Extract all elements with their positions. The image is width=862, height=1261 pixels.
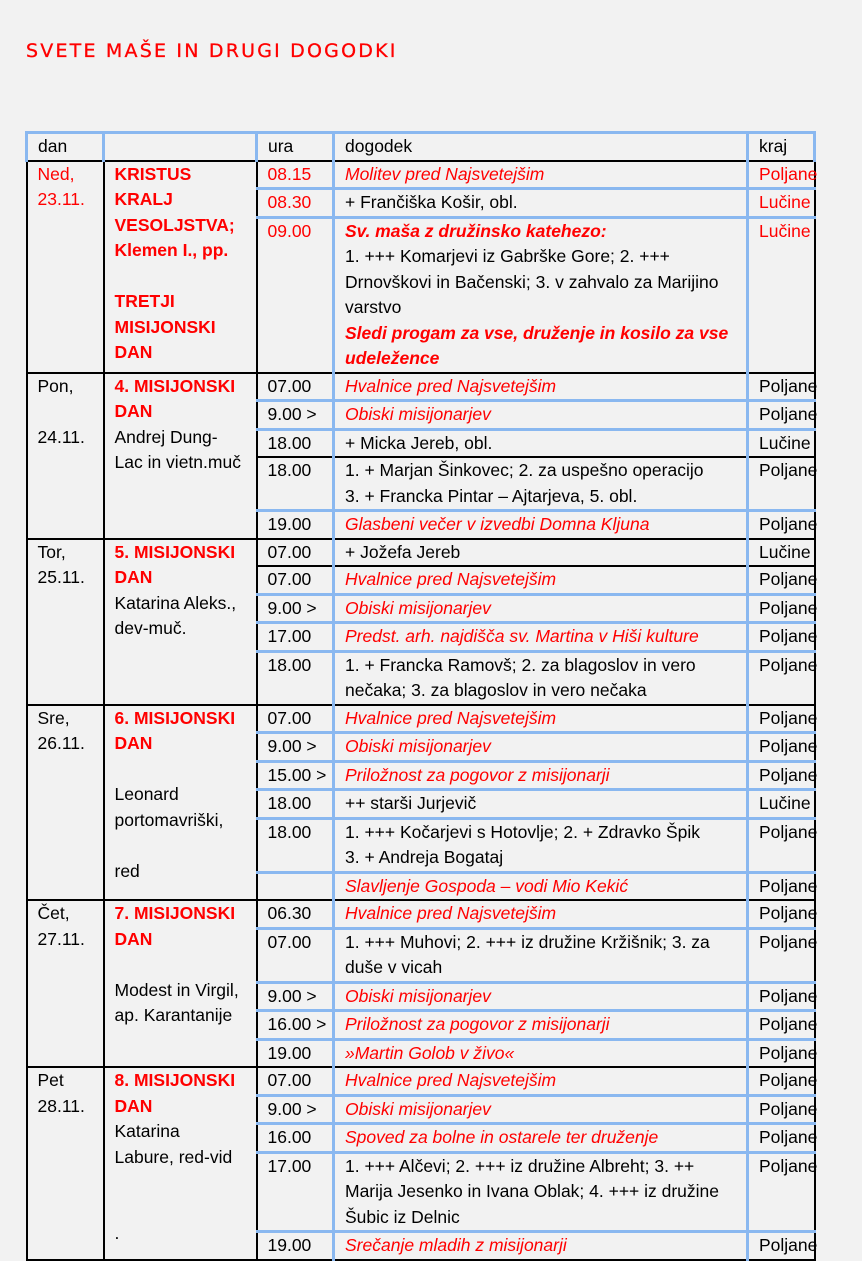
header-ura: ura [257,133,334,161]
feast-line [115,757,256,783]
event-line: 1. + Francka Ramovš; 2. za blagoslov in vero [345,654,696,675]
table-row [27,1067,815,1095]
place-cell: Poljane [748,1152,815,1232]
event-line: Hvalnice pred Najsvetejšim [345,707,557,728]
spacer [38,399,103,425]
feast-line: Modest in Virgil, [114,979,239,1000]
day-name: Tor, [37,541,66,562]
place-cell: Poljane [748,1095,815,1124]
event-cell [334,1067,748,1095]
time-cell: 18.00 [257,429,334,457]
day-cell [27,900,104,1067]
time-cell: 18.00 [257,790,334,819]
event-cell [334,733,748,762]
event-line: + Frančiška Košir, obl. [345,192,518,212]
day-cell [27,161,104,373]
event-cell [334,761,748,790]
feast-line: DAN [114,342,153,362]
day-date: 27.11. [37,928,85,949]
header-kraj: kraj [748,133,815,161]
place-cell: Poljane [748,1011,815,1040]
place-cell: Poljane [748,1124,815,1153]
feast-line: DAN [114,401,153,421]
time-cell: 18.00 [257,651,334,705]
time-cell: 18.00 [257,457,334,511]
time-cell: 19.00 [257,1232,334,1260]
event-line: Priložnost za pogovor z misijonarji [345,1014,610,1034]
event-line: 1. +++ Komarjevi iz Gabrške Gore; 2. +++ [345,246,670,266]
event-line: 3. + Francka Pintar – Ajtarjeva, 5. obl. [345,485,638,506]
event-cell [334,1232,748,1260]
event-line: Srečanje mladih z misijonarji [345,1235,567,1255]
event-cell [334,189,748,218]
event-line: Spoved za bolne in ostarele ter druženje [345,1127,659,1147]
header-dogodek: dogodek [334,133,748,161]
place-cell: Poljane [748,1039,815,1067]
feast-line: Leonard [114,784,179,804]
place-cell: Poljane [748,401,815,430]
day-date: 25.11. [37,567,85,587]
time-cell: 09.00 [257,217,334,373]
event-cell [334,594,748,623]
event-line: nečaka; 3. za blagoslov in vero nečaka [345,680,647,700]
place-cell: Poljane [748,594,815,623]
time-cell: 07.00 [257,539,334,567]
event-cell [334,928,748,982]
table-row [27,705,815,733]
event-cell [334,790,748,819]
event-cell [334,457,748,511]
page-title: SVETE MAŠE IN DRUGI DOGODKI [26,40,398,62]
event-line: 1. +++ Alčevi; 2. +++ iz družine Albreht; 3. ++ [345,1155,695,1176]
time-cell: 07.00 [257,928,334,982]
feast-cell [104,705,257,901]
day-date: 23.11. [37,189,85,209]
time-cell: 07.00 [257,705,334,733]
schedule-body [27,161,818,1260]
table-row [27,900,815,928]
feast-cell [104,373,257,539]
table-row [27,373,815,401]
event-line: Slavljenje Gospoda – vodi Mio Kekić [345,875,629,896]
place-cell: Poljane [748,982,815,1011]
event-line: Obiski misijonarjev [345,404,491,424]
time-cell: 9.00 > [257,1095,334,1124]
place-cell: Poljane [748,1067,815,1095]
time-cell: 17.00 [257,1152,334,1232]
day-name: Čet, [37,903,70,923]
event-cell [334,539,748,567]
event-line: Molitev pred Najsvetejšim [345,163,545,184]
event-cell [334,161,748,189]
place-cell: Lučine [748,539,815,567]
place-cell: Poljane [748,566,815,594]
header-row [27,133,815,161]
event-line: Hvalnice pred Najsvetejšim [345,569,557,589]
feast-line: KRISTUS [114,163,192,184]
place-cell: Poljane [748,928,815,982]
event-line: 1. +++ Muhovi; 2. +++ iz družine Kržišnik; 3. za [345,931,710,952]
event-line: »Martin Golob v živo« [345,1042,515,1063]
feast-line: portomavriški, [114,809,224,830]
event-line: Hvalnice pred Najsvetejšim [345,903,557,923]
place-cell: Poljane [748,1232,815,1260]
day-name: Pet [37,1070,64,1090]
time-cell: 07.00 [257,1067,334,1095]
feast-cell [104,161,257,373]
day-cell [27,705,104,901]
day-date: 28.11. [37,1095,85,1116]
place-cell: Poljane [748,872,815,900]
time-cell: 9.00 > [257,733,334,762]
day-cell [27,539,104,705]
place-cell: Lučine [748,429,815,457]
schedule-table [25,131,816,1261]
feast-line: Labure, red-vid [114,1146,233,1167]
event-line: Hvalnice pred Najsvetejšim [345,1070,557,1090]
event-cell [334,373,748,401]
event-line: duše v vicah [345,957,443,977]
table-row [27,539,815,567]
place-cell: Lučine [748,189,815,218]
time-cell: 15.00 > [257,761,334,790]
event-line: 3. + Andreja Bogataj [345,847,504,867]
event-cell [334,1095,748,1124]
time-cell: 9.00 > [257,594,334,623]
time-cell: 07.00 [257,373,334,401]
place-cell: Lučine [748,217,815,373]
day-cell [27,1067,104,1260]
place-cell: Poljane [748,623,815,652]
event-cell [334,511,748,539]
event-cell [334,705,748,733]
feast-line [115,952,256,978]
place-cell: Poljane [748,705,815,733]
feast-cell [104,900,257,1067]
feast-line: DAN [114,928,153,949]
feast-line: DAN [114,733,153,753]
feast-line: Andrej Dung- [114,426,218,447]
feast-line: Klemen I., pp. [114,240,229,260]
event-line: udeležence [345,348,440,368]
event-cell [334,1011,748,1040]
feast-line [115,833,256,859]
event-cell [334,566,748,594]
event-line: + Micka Jereb, obl. [345,432,493,453]
time-cell: 08.15 [257,161,334,189]
header-feast [104,133,257,161]
feast-line: TRETJI [114,291,175,311]
feast-line: DAN [114,1095,153,1116]
place-cell: Lučine [748,790,815,819]
time-cell: 06.30 [257,900,334,928]
place-cell: Poljane [748,373,815,401]
day-date: 26.11. [37,733,85,753]
event-cell [334,1039,748,1067]
feast-line [115,1196,256,1222]
feast-cell [104,539,257,705]
event-line: + Jožefa Jereb [345,541,461,562]
time-cell: 17.00 [257,623,334,652]
time-cell: 19.00 [257,1039,334,1067]
event-cell [334,429,748,457]
feast-line: 6. MISIJONSKI [114,707,236,728]
day-name: Ned, [37,163,75,184]
event-line: varstvo [345,297,402,317]
header-dan: dan [27,133,104,161]
feast-line: DAN [114,567,153,587]
time-cell: 9.00 > [257,982,334,1011]
place-cell: Poljane [748,511,815,539]
feast-line: dev-muč. [114,618,187,638]
day-cell [27,373,104,539]
event-line: Predst. arh. najdišča sv. Martina v Hiši kulture [345,626,699,646]
event-cell [334,872,748,900]
event-line: Obiski misijonarjev [345,597,491,618]
time-cell: 16.00 [257,1124,334,1153]
feast-line: KRALJ [114,189,173,209]
event-line: Priložnost za pogovor z misijonarji [345,764,610,785]
event-line: Obiski misijonarjev [345,1098,491,1119]
day-name: Pon, [37,375,74,396]
event-line: Drnovškovi in Bačenski; 3. v zahvalo za Marijino [345,271,719,292]
time-cell: 19.00 [257,511,334,539]
event-cell [334,401,748,430]
event-line: Sledi progam za vse, druženje in kosilo za vse [345,322,729,343]
day-name: Sre, [37,707,70,728]
day-date: 24.11. [37,426,85,447]
feast-line: Katarina Aleks., [114,592,237,613]
feast-line: VESOLJSTVA; [114,214,235,235]
place-cell: Poljane [748,161,815,189]
place-cell: Poljane [748,761,815,790]
time-cell: 18.00 [257,818,334,872]
feast-line [115,264,256,290]
feast-line: 8. MISIJONSKI [114,1070,236,1090]
time-cell [257,872,334,900]
event-line: Sv. maša z družinsko katehezo: [345,220,607,241]
time-cell: 08.30 [257,189,334,218]
event-line: Glasbeni večer v izvedbi Domna Kljuna [345,514,650,534]
place-cell: Poljane [748,733,815,762]
event-cell [334,900,748,928]
time-cell: 9.00 > [257,401,334,430]
event-line: Hvalnice pred Najsvetejšim [345,375,557,396]
event-cell [334,818,748,872]
feast-line: 4. MISIJONSKI [114,375,236,396]
event-line: 1. +++ Kočarjevi s Hotovlje; 2. + Zdravko Špik [345,821,701,842]
time-cell: 07.00 [257,566,334,594]
event-cell [334,1152,748,1232]
feast-line: red [114,860,140,881]
event-line: ++ starši Jurjevič [345,793,477,813]
event-cell [334,623,748,652]
event-line: 1. + Marjan Šinkovec; 2. za uspešno operacijo [345,460,704,480]
event-line: Šubic iz Delnic [345,1206,460,1227]
event-cell [334,982,748,1011]
event-cell [334,651,748,705]
time-cell: 16.00 > [257,1011,334,1040]
event-cell [334,217,748,373]
place-cell: Poljane [748,457,815,511]
event-line: Obiski misijonarjev [345,985,491,1006]
feast-line: MISIJONSKI [114,316,216,337]
table-row [27,161,815,189]
place-cell: Poljane [748,818,815,872]
event-line: Marija Jesenko in Ivana Oblak; 4. +++ iz družine [345,1181,720,1201]
feast-line: 7. MISIJONSKI [114,903,236,923]
feast-cell [104,1067,257,1260]
place-cell: Poljane [748,900,815,928]
place-cell: Poljane [748,651,815,705]
feast-line: 5. MISIJONSKI [114,541,236,562]
feast-line: Katarina [114,1121,180,1141]
event-cell [334,1124,748,1153]
feast-line: ap. Karantanije [114,1005,233,1025]
feast-line: Lac in vietn.muč [114,452,241,472]
feast-line [115,1170,256,1196]
event-line: Obiski misijonarjev [345,736,491,756]
feast-line: . [114,1223,120,1243]
